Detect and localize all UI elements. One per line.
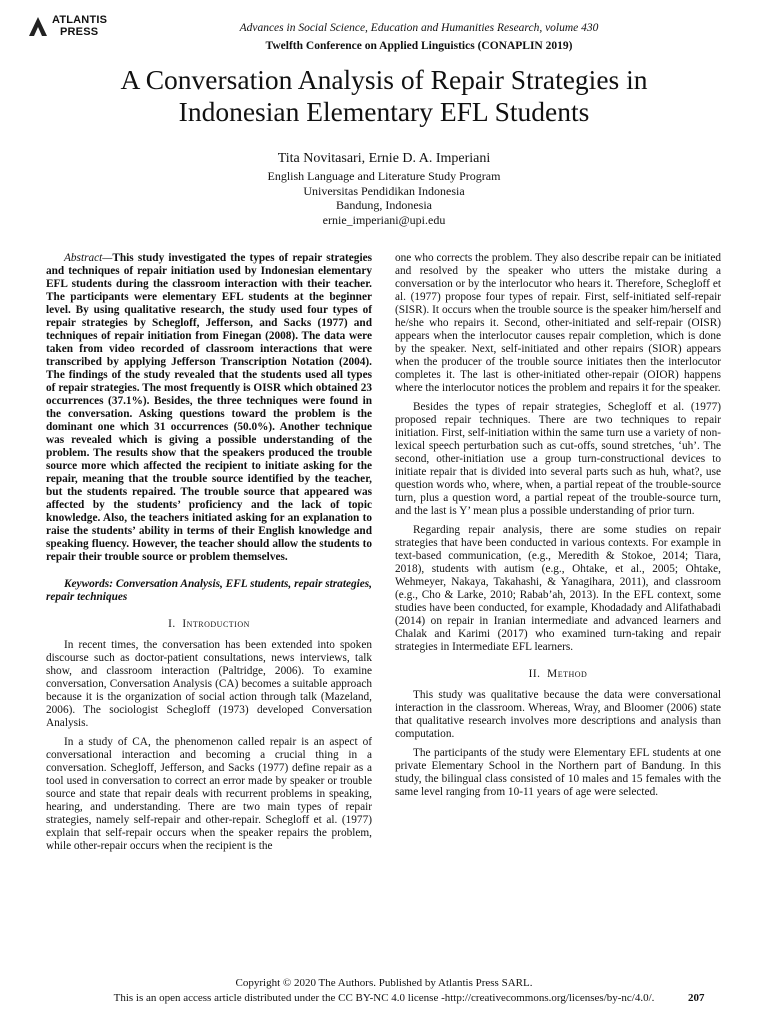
paper-title <box>0 64 768 128</box>
method-paragraph-1: This study was qualitative because the data were conversational interaction in the classroom. Whereas, Wray, and Bloomer (2006) state that qualitative research involves more descriptions and analysis than computation. <box>395 689 721 740</box>
logo-line2: PRESS <box>60 26 99 38</box>
body-paragraph-3: Regarding repair analysis, there are some studies on repair strategies that have been conducted in various contexts. For example in text-based communication, (e.g., Meredith & Stokoe, 2014; Tiara, 2018), students with autism (e.g., Ohtake, et al., 2005; Ohtake, Wehmeyer, Nakaya, Takahashi, & Yanagihara, 2011), and classroom (e.g., Cho & Larke, 2010; Rabab’ah, 2013). In the EFL context, some studies have been conducted, for example, Khodadady and Alifathabadi (2014) on repair in Iranian intermediate and advanced learners and Chalak and Karimi (2017) who examined turn-taking and repair strategies in Intermediate EFL learners. <box>395 524 721 653</box>
body-paragraph-1: one who corrects the problem. They also describe repair can be initiated and resolved by the speaker who utters the mistake during a conversation or by the interlocutor who hears it. Therefore, Schegloff et al. (1977) propose four types of repair. First, self-initiated self-repair (SISR). It occurs when the trouble source is the speaker him/herself and he/she who repairs it. Second, other-initiated and self-repair (OISR) appears when the interlocutor causes repair completion, which is done by the speaker. Next, self-initiated and other repairs (SIOR) appears when the producer of the trouble source initiates then the interlocutor completes it. The last is other-initiated other-repair (OIOR) happens where the interlocutor notices the problem and repairs it for the speaker. <box>395 252 721 394</box>
affiliation-university: Universitas Pendidikan Indonesia <box>303 183 465 198</box>
title-line1: A Conversation Analysis of Repair Strategies in <box>120 64 648 95</box>
author-email[interactable]: ernie_imperiani@upi.edu <box>322 212 446 227</box>
abstract-label: Abstract— <box>64 252 113 264</box>
page-number: 207 <box>688 992 705 1004</box>
section-heading-introduction: I. Introduction <box>168 618 250 630</box>
body-paragraph-2: Besides the types of repair strategies, Schegloff et al. (1977) proposed repair techniques. There are two techniques to repair initiation. First, self-initiation within the same turn use a variety of non-lexical speech perturbation such as cut-offs, sound stretches, ‘uh’. The second, other-initiation use a group turn-constructional devices to initiate repair that is divided into several parts such as huh, what?, use question words who, where, when, a partial repeat of the trouble-source turn, plus a question word, a partial repeat of the trouble-source turn, and the last is Y’ mean plus a possible understanding of prior turn. <box>395 401 721 517</box>
section-heading-method: II. Method <box>528 668 588 680</box>
abstract <box>46 252 372 564</box>
logo-line1: ATLANTIS <box>52 14 108 26</box>
intro-paragraph-1: In recent times, the conversation has been extended into spoken discourse such as doctor-patient consultations, news interviews, talk show, and classroom interaction (Paltridge, 2006). To examine conversation, Conversation Analysis (CA) becomes a suitable approach because it is the organization of social action through talk (Mazeland, 2006). The sociologist Schegloff (1973) developed Conversation Analysis. <box>46 639 372 729</box>
left-column <box>46 252 372 859</box>
copyright-line: Copyright © 2020 The Authors. Published by Atlantis Press SARL. <box>235 977 533 989</box>
conference-name: Twelfth Conference on Applied Linguistics (CONAPLIN 2019) <box>265 40 573 52</box>
method-paragraph-2: The participants of the study were Elementary EFL students at one private Elementary School in the Northern part of Bandung. In this study, the bilingual class consisted of 10 males and 15 females with the same level ranging from 10-11 years of age were selected. <box>395 747 721 798</box>
abstract-text: This study investigated the types of repair strategies and techniques of repair initiation used by Indonesian elementary EFL students during the classroom interaction with their teacher. The participants were elementary EFL students at the beginner level. By using qualitative research, the study used four types of repair strategies by Schegloff, Jefferson, and Sacks (1977) and techniques of repair initiation from Finegan (2008). The data were taken from video recorded of classroom interactions that were transcribed by applying Jefferson Transcription Notation (2004). The findings of the study revealed that the students used all types of repair strategies. The most frequently is OISR which obtained 23 occurrences (37.1%). Besides, the three techniques were found in the conversation. Asking questions toward the problem is the dominant one which 31 occurrences (50.0%). Another technique was revealed which is giving a possible understanding of the problem. The results show that the speakers produced the trouble source more which affected the recipient to initiate asking for the repair, meaning that the trouble source identified by the teacher, but the students repaired. The trouble source that appeared was affected by the students’ proficiency and the lack of topic knowledge. Also, the teachers initiated asking for an explanation to raise the students’ ability in terms of their English knowledge and speaking fluency. However, the teacher should allow the students to repair their trouble source or problem themselves. <box>46 252 372 563</box>
journal-name: Advances in Social Science, Education and Humanities Research, volume 430 <box>239 22 599 34</box>
title-line2: Indonesian Elementary EFL Students <box>178 96 590 127</box>
right-column <box>395 252 721 805</box>
intro-paragraph-2: In a study of CA, the phenomenon called repair is an aspect of conversational interaction and becoming a crucial thing in a conversation. Schegloff, Jefferson, and Sacks (1977) define repair as a tool used in conversation to correct an error made by speaker or trouble source and state that repair deals with recurrent problems in speaking, hearing, and understanding. There are two main types of repair strategies, namely self-repair and other-repair. Schegloff et al. (1977) explain that self-repair occurs when the speaker repairs the problem, while other-repair occurs when the recipient is the <box>46 736 372 852</box>
license-line: This is an open access article distributed under the CC BY-NC 4.0 license -http://creativecommons.org/licenses/by-nc/4.0/. <box>113 992 655 1004</box>
affiliation-city: Bandung, Indonesia <box>336 198 432 212</box>
keywords: Keywords: Conversation Analysis, EFL students, repair strategies, repair techniques <box>46 578 372 603</box>
affiliation-program: English Language and Literature Study Program <box>267 169 501 183</box>
authors: Tita Novitasari, Ernie D. A. Imperiani <box>277 151 491 166</box>
affiliation <box>0 169 768 227</box>
